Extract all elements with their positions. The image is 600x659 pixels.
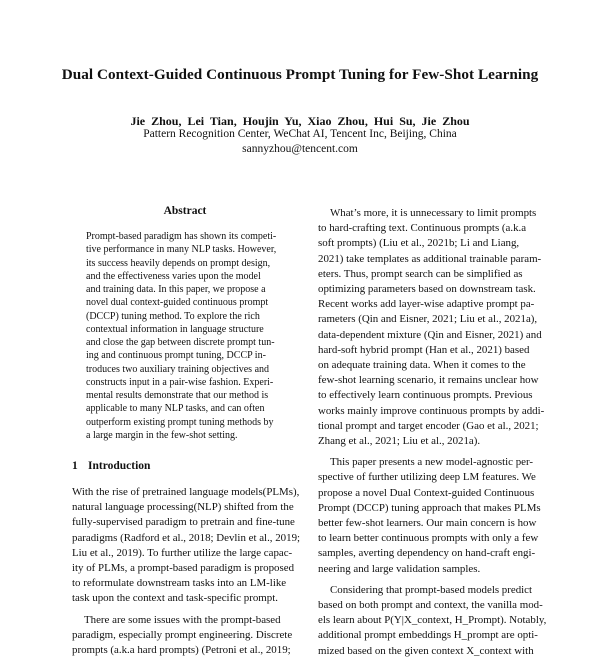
abstract-line: outperform existing prompt tuning methods by: [86, 416, 274, 428]
section-title: Introduction: [88, 460, 151, 472]
author-list: Jie Zhou, Lei Tian, Houjin Yu, Xiao Zhou, Hui Su, Jie Zhou: [130, 114, 470, 128]
text-line: This paper presents a new model-agnostic per-: [330, 456, 534, 469]
abstract-body: [72, 230, 298, 442]
text-line: mized based on the given context X_context with: [318, 644, 534, 657]
abstract-line: Prompt-based paradigm has shown its competi-: [86, 231, 277, 242]
text-line: eters. Thus, prompt search can be simplified as: [318, 267, 523, 280]
text-line: There are some issues with the prompt-based: [84, 613, 281, 626]
text-line: With the rise of pretrained language models(PLMs),: [72, 486, 300, 498]
text-line: to learn better continuous prompts with only a few: [318, 532, 539, 545]
text-line: better few-shot learners. Our main concern is how: [318, 517, 537, 530]
abstract-line: its success heavily depends on prompt design,: [86, 257, 271, 269]
text-line: ity of PLMs, a prompt-based paradigm is proposed: [72, 562, 295, 575]
text-line: propose a novel Dual Context-guided Continuous: [318, 486, 535, 499]
abstract-line: and close the gap between discrete prompt tun-: [86, 337, 275, 348]
intro-paragraph-2: [72, 613, 298, 659]
text-line: What’s more, it is unnecessary to limit prompts: [330, 207, 537, 219]
right-paragraph-1: [318, 206, 544, 449]
text-line: optimizing parameters based on downstream task.: [318, 283, 536, 296]
right-paragraph-2: [318, 455, 544, 577]
text-line: els learn about P(Y|X_context, H_Prompt). Notably,: [318, 614, 547, 627]
intro-paragraph-1: [72, 485, 301, 607]
abstract-line: and the effectiveness varies upon the model: [86, 270, 261, 282]
abstract-line: a large margin in the few-shot setting.: [86, 429, 238, 441]
affiliation: Pattern Recognition Center, WeChat AI, Tencent Inc, Beijing, China: [143, 128, 457, 140]
text-line: on adequate training data. When it comes to the: [318, 359, 526, 372]
abstract-line: troduces two auxiliary training objectives and: [86, 363, 270, 375]
text-line: based on both prompt and context, the vanilla mod-: [318, 599, 543, 612]
text-line: neering and large validation samples.: [318, 562, 481, 575]
text-line: to effectively learn continuous prompts. Previous: [318, 389, 533, 402]
text-line: additional prompt embeddings H_prompt are opti-: [318, 629, 538, 642]
section-heading-introduction: [72, 460, 298, 472]
text-line: Considering that prompt-based models predict: [330, 583, 533, 596]
text-line: tional prompt and target encoder (Gao et al., 2021;: [318, 419, 539, 432]
right-paragraph-3: [318, 583, 547, 659]
text-line: data-dependent mixture (Qin and Eisner, 2021) and: [318, 328, 542, 341]
text-line: paradigms (Radford et al., 2018; Devlin et al., 2019;: [72, 531, 301, 544]
abstract-line: applicable to many NLP tasks, and can often: [86, 403, 265, 415]
text-line: to hard-crafting text. Continuous prompts (a.k.a: [318, 222, 527, 235]
abstract-line: and training data. In this paper, we propose a: [86, 284, 266, 295]
text-line: Liu et al., 2019). To further utilize the large capac-: [72, 546, 293, 559]
text-line: samples, averting dependency on hand-craft engi-: [318, 547, 536, 560]
abstract-heading: Abstract: [163, 205, 207, 217]
left-column: [72, 200, 301, 658]
text-line: spective of further utilizing deep LM features. We: [318, 471, 536, 484]
text-line: natural language processing(NLP) shifted from the: [72, 501, 294, 514]
text-line: 2021) take templates as additional trainable param-: [318, 252, 542, 265]
text-line: hard-soft hybrid prompt (Han et al., 2021) based: [318, 343, 530, 356]
text-line: rameters (Qin and Eisner, 2021; Liu et al., 2021a),: [318, 313, 538, 326]
text-line: paradigm, especially prompt engineering. Discrete: [72, 628, 293, 641]
text-line: few-shot learning scenario, it remains unclear how: [318, 374, 539, 387]
abstract-line: ing and continuous prompt tuning, DCCP in-: [86, 350, 266, 362]
text-line: task upon the context and task-specific prompt.: [72, 592, 278, 605]
abstract-line: contextual information in language structure: [86, 323, 264, 335]
text-line: Prompt (DCCP) tuning approach that makes PLMs: [318, 501, 541, 514]
text-line: Zhang et al., 2021; Liu et al., 2021a).: [318, 435, 481, 448]
abstract-line: tive performance in many NLP tasks. However,: [86, 244, 277, 256]
text-line: Recent works add layer-wise adaptive prompt pa-: [318, 298, 535, 311]
abstract-line: constructs input in a pair-wise fashion. Experi-: [86, 376, 274, 388]
text-line: prompts (a.k.a hard prompts) (Petroni et al., 2019;: [72, 644, 291, 657]
text-line: soft prompts) (Liu et al., 2021b; Li and Liang,: [318, 237, 520, 250]
text-line: to reformulate downstream tasks into an LM-like: [72, 577, 287, 590]
paper-title: Dual Context-Guided Continuous Prompt Tuning for Few-Shot Learning: [61, 66, 539, 83]
text-line: works mainly improve continuous prompts by addi-: [318, 404, 545, 417]
contact-email: sannyzhou@tencent.com: [242, 143, 358, 155]
section-number: 1: [72, 460, 78, 472]
text-line: fully-supervised paradigm to pretrain and fine-tune: [72, 516, 295, 529]
abstract-line: mental results demonstrate that our method is: [86, 390, 269, 401]
right-column: [318, 200, 547, 659]
abstract-line: novel dual context-guided continuous prompt: [86, 297, 269, 309]
abstract-line: (DCCP) tuning method. To explore the rich: [86, 310, 260, 322]
